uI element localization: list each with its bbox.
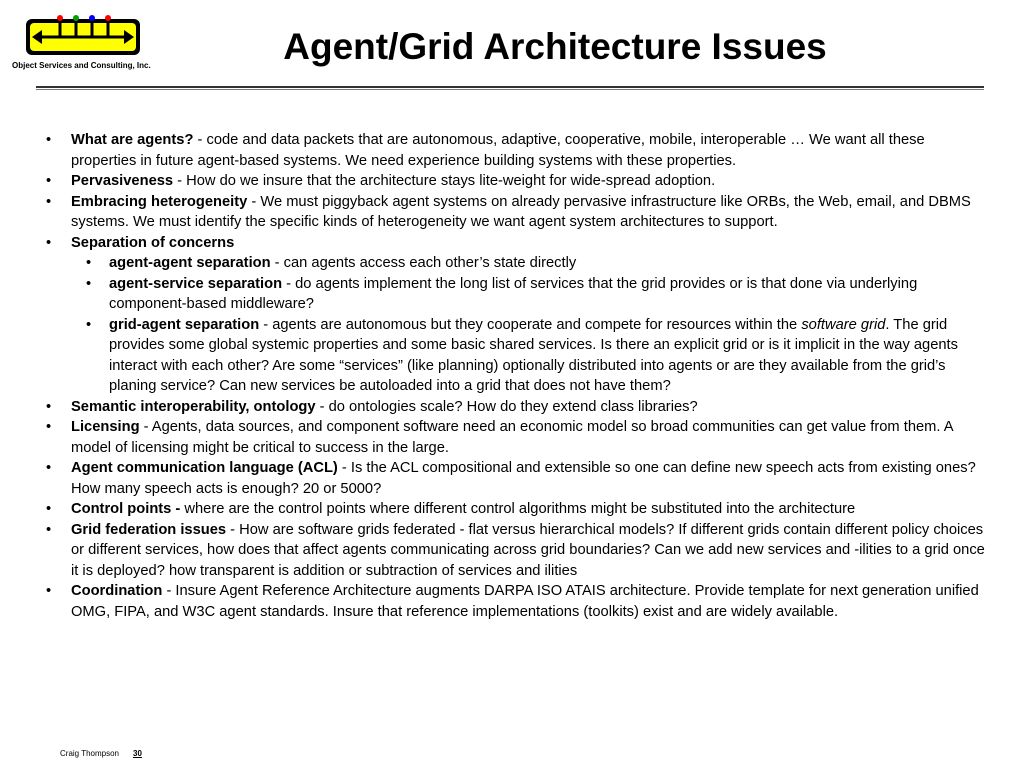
- bullet-lead: Coordination: [71, 583, 163, 599]
- bullet-item: • What are agents? - code and data packets that are autonomous, adaptive, cooperative, mobile, interoperable … We want all these properties in future agent-based systems. We need experience building systems with these properties.: [46, 132, 925, 169]
- bullet-item: • Pervasiveness - How do we insure that the architecture stays lite-weight for wide-spread adoption.: [46, 173, 716, 189]
- bullet-item: • Licensing - Agents, data sources, and component software need an economic model so broad communities can get value from them. A model of licensing might be critical to success in the large.: [46, 419, 953, 456]
- sub-bullet-text: - do agents implement the long list of services that the grid provides or is that done via underlying component-based middleware?: [109, 275, 918, 312]
- slide-body: [46, 130, 991, 622]
- bullet-lead: What are agents?: [71, 132, 194, 148]
- bullet-lead: Semantic interoperability, ontology: [71, 398, 316, 415]
- sub-bullet-item: • grid-agent separation - agents are autonomous but they cooperate and compete for resources within the software grid. The grid provides some global systemic properties and some basic shared services. Is there an explicit grid or is it implicit in the way agents interact with each other? Are some “services” (like planning) optionally distributed into agents or are they available from the grid’s planing service? Can new services be autoloaded into a grid that does not have them?: [86, 316, 958, 394]
- sub-bullet-lead: agent-service separation: [109, 275, 283, 292]
- sub-bullet-italic: software grid: [801, 316, 886, 333]
- bullet-text: - code and data packets that are autonomous, adaptive, cooperative, mobile, interoperable … We want all these properties in future agent-based systems. We need experience building systems with these properties.: [71, 132, 925, 169]
- bullet-item: • Grid federation issues - How are software grids federated - flat versus hierarchical models? If different grids contain different policy choices or different services, how does that affect agents communicating across grid boundaries? Can we add new services and -ilities to a grid once it is deployed? how transparent is addition or subtraction of services and ilities: [46, 521, 985, 579]
- bullet-text: - Agents, data sources, and component software need an economic model so broad communities can get value from them. A model of licensing might be critical to success in the large.: [71, 419, 953, 456]
- bullet-text: - How are software grids federated - flat versus hierarchical models? If different grids contain different policy choices or different services, how does that affect agents communicating across grid boundaries? Can we add new services and -ilities to a grid once it is deployed? how transparent is addition or subtraction of services and ilities: [71, 521, 985, 579]
- bullet-lead: Licensing: [71, 419, 140, 435]
- bullet-item: • Separation of concerns: [46, 234, 235, 251]
- bullet-item: • Agent communication language (ACL) - Is the ACL compositional and extensible so one can define new speech acts from existing ones? How many speech acts is enough? 20 or 5000?: [46, 460, 976, 497]
- bullet-item: • Coordination - Insure Agent Reference Architecture augments DARPA ISO ATAIS architecture. Provide template for next generation unified OMG, FIPA, and W3C agent standards. Insure that reference implementations (toolkits) exist and are widely available.: [46, 583, 979, 620]
- sub-bullet-item: • agent-agent separation - can agents access each other’s state directly: [86, 255, 577, 271]
- sub-bullet-item: • agent-service separation - do agents implement the long list of services that the grid provides or is that done via underlying component-based middleware?: [86, 275, 918, 312]
- bullet-lead: Control points -: [71, 501, 181, 517]
- sub-bullet-text: - can agents access each other’s state directly: [270, 255, 577, 271]
- title-rule-thin: [36, 89, 984, 90]
- page-number: 30: [133, 749, 142, 758]
- bullet-item: • Embracing heterogeneity - We must piggyback agent systems on already pervasive infrastructure like ORBs, the Web, email, and DBMS systems. We must identify the specific kinds of heterogeneity we want agent system architectures to support.: [46, 193, 971, 230]
- bullet-item: • Semantic interoperability, ontology - do ontologies scale? How do they extend class libraries?: [46, 398, 698, 415]
- bullet-text: - Insure Agent Reference Architecture augments DARPA ISO ATAIS architecture. Provide template for next generation unified OMG, FIPA, and W3C agent standards. Insure that reference implementations (toolkits) exist and are widely available.: [71, 583, 979, 620]
- bullet-lead: Embracing heterogeneity: [71, 193, 248, 210]
- sub-bullet-text: - agents are autonomous but they cooperate and compete for resources within the: [259, 316, 802, 333]
- bullet-text: - How do we insure that the architecture stays lite-weight for wide-spread adoption.: [173, 173, 716, 189]
- bullet-text: - Is the ACL compositional and extensible so one can define new speech acts from existing ones? How many speech acts is enough? 20 or 5000?: [71, 460, 976, 497]
- sub-bullet-lead: grid-agent separation: [109, 316, 260, 333]
- bullet-text: - do ontologies scale? How do they extend class libraries?: [315, 398, 698, 415]
- slide-title: Agent/Grid Architecture Issues: [283, 26, 827, 67]
- bullet-lead: Pervasiveness: [71, 173, 174, 189]
- company-logo: [24, 14, 142, 58]
- title-rule: [36, 86, 984, 88]
- bullet-text: where are the control points where different control algorithms might be substituted into the architecture: [180, 501, 856, 517]
- bullet-item: • Control points - where are the control points where different control algorithms might be substituted into the architecture: [46, 501, 856, 517]
- company-name: Object Services and Consulting, Inc.: [12, 61, 151, 70]
- bullet-lead: Agent communication language (ACL): [71, 460, 338, 476]
- footer-author: Craig Thompson: [60, 749, 119, 758]
- sub-bullet-text-tail: . The grid provides some global systemic properties and some basic shared services. Is there an explicit grid or is it implicit in the way agents interact with each other? Are some “services” (like planning) optionally distributed into agents or are they available from the grid’s planing service? Can new services be autoloaded into a grid that does not have them?: [109, 316, 958, 394]
- bullet-lead: Separation of concerns: [71, 234, 235, 251]
- bullet-text: - We must piggyback agent systems on already pervasive infrastructure like ORBs, the Web, email, and DBMS systems. We must identify the specific kinds of heterogeneity we want agent system architectures to support.: [71, 193, 971, 230]
- sub-bullet-lead: agent-agent separation: [109, 255, 271, 271]
- bullet-lead: Grid federation issues: [71, 521, 227, 538]
